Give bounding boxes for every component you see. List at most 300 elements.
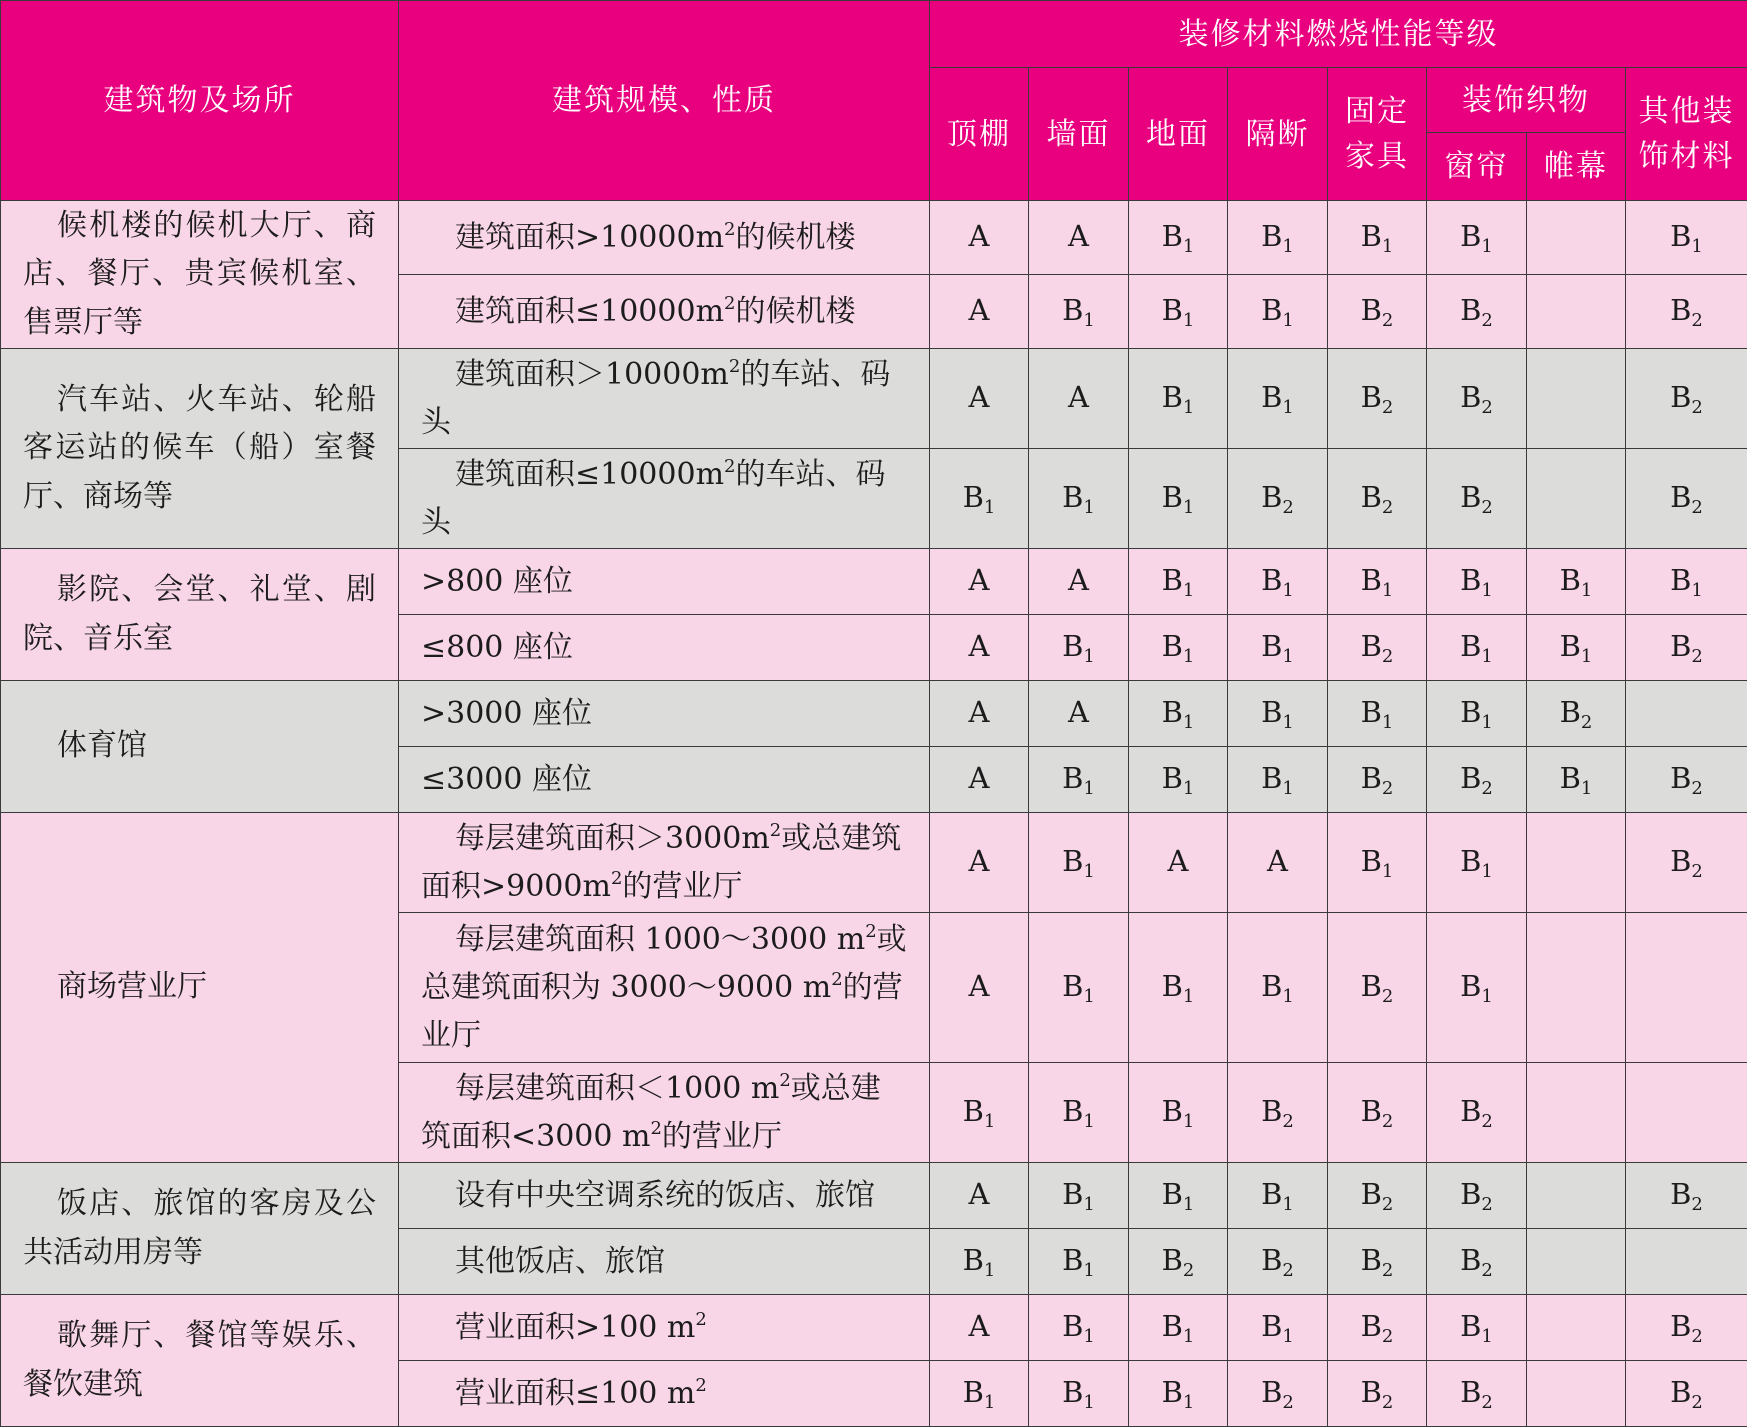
rating-curtain: [1427, 449, 1527, 549]
scale-cell: [399, 1361, 930, 1427]
rating-letter: B: [1460, 1242, 1482, 1277]
rating-letter: B: [1261, 628, 1283, 663]
rating-letter: B: [1062, 1093, 1084, 1128]
rating-subscript: 1: [983, 1391, 996, 1413]
rating-subscript: 1: [1282, 711, 1294, 733]
rating-letter: B: [1261, 1242, 1283, 1277]
rating-subscript: 1: [1381, 235, 1394, 257]
rating-letter: B: [1670, 1176, 1692, 1211]
table-row: [1, 549, 1747, 615]
rating-floor: [1129, 349, 1228, 449]
rating-letter: B: [1062, 1242, 1084, 1277]
rating-subscript: 1: [983, 1110, 996, 1132]
rating-subscript: 1: [1083, 1259, 1095, 1281]
rating-drape: [1527, 913, 1626, 1063]
rating-subscript: 1: [1182, 235, 1195, 257]
category-cell: [1, 1163, 399, 1295]
rating-floor: [1129, 813, 1228, 913]
rating-partition: [1228, 1163, 1328, 1229]
rating-letter: A: [968, 628, 990, 663]
rating-drape: [1527, 349, 1626, 449]
rating-wall: [1029, 1361, 1129, 1427]
rating-letter: B: [1360, 1176, 1382, 1211]
table-row: [1, 813, 1747, 913]
scale-cell: [399, 747, 930, 813]
rating-subscript: 1: [1580, 579, 1593, 601]
rating-curtain: [1427, 1229, 1527, 1295]
rating-other: [1626, 449, 1747, 549]
scale-pre: >3000 座位: [421, 695, 593, 731]
rating-subscript: 1: [1083, 309, 1095, 331]
rating-letter: A: [1068, 218, 1089, 253]
rating-letter: A: [968, 968, 990, 1003]
rating-subscript: 1: [1182, 309, 1195, 331]
scale-text: [421, 1304, 909, 1352]
rating-letter: B: [1460, 694, 1482, 729]
rating-curtain: [1427, 1361, 1527, 1427]
scale-text: [421, 815, 909, 911]
rating-subscript: 2: [1481, 1391, 1493, 1413]
rating-letter: A: [1167, 843, 1189, 878]
rating-subscript: 1: [1481, 711, 1493, 733]
rating-ceiling: [930, 1361, 1029, 1427]
rating-letter: B: [1460, 379, 1482, 414]
scale-text: [421, 558, 909, 606]
rating-subscript: 1: [1182, 1110, 1195, 1132]
rating-furniture: [1328, 681, 1427, 747]
scale-cell: [399, 615, 930, 681]
scale-cell: [399, 813, 930, 913]
rating-furniture: [1328, 1229, 1427, 1295]
scale-cell: [399, 201, 930, 275]
header-other-line1: 其他装: [1638, 94, 1735, 129]
rating-letter: B: [1360, 968, 1382, 1003]
rating-ceiling: [930, 549, 1029, 615]
rating-subscript: 1: [1481, 985, 1493, 1007]
rating-ceiling: [930, 349, 1029, 449]
rating-letter: B: [1670, 628, 1692, 663]
rating-subscript: 1: [983, 1259, 996, 1281]
rating-other: [1626, 1295, 1747, 1361]
rating-other: [1626, 1163, 1747, 1229]
rating-floor: [1129, 1063, 1228, 1163]
rating-subscript: 1: [1083, 1110, 1095, 1132]
rating-subscript: 2: [1580, 711, 1593, 733]
header-ceiling: 顶棚: [930, 68, 1029, 201]
rating-letter: B: [1261, 760, 1283, 795]
scale-pre: 设有中央空调系统的饭店、旅馆: [455, 1177, 875, 1213]
rating-letter: B: [1559, 562, 1581, 597]
rating-other: [1626, 349, 1747, 449]
rating-furniture: [1328, 1361, 1427, 1427]
rating-letter: A: [968, 379, 990, 414]
scale-cell: [399, 349, 930, 449]
rating-other: [1626, 1229, 1747, 1295]
category-cell: [1, 813, 399, 1163]
rating-letter: B: [1360, 218, 1382, 253]
category-label: 饭店、旅馆的客房及公共活动用房等: [23, 1185, 376, 1270]
rating-furniture: [1328, 349, 1427, 449]
rating-partition: [1228, 549, 1328, 615]
category-label: 影院、会堂、礼堂、剧院、音乐室: [23, 571, 376, 656]
rating-partition: [1228, 449, 1328, 549]
scale-sup: 2: [865, 920, 877, 942]
rating-subscript: 2: [1381, 1193, 1394, 1215]
scale-cell: [399, 1295, 930, 1361]
rating-floor: [1129, 681, 1228, 747]
rating-subscript: 1: [1083, 985, 1095, 1007]
rating-other: [1626, 813, 1747, 913]
table-row: [1, 1163, 1747, 1229]
rating-subscript: 1: [1282, 1193, 1294, 1215]
scale-text: [421, 451, 909, 547]
rating-subscript: 1: [1083, 777, 1095, 799]
scale-cell: [399, 681, 930, 747]
rating-letter: B: [1460, 1374, 1482, 1409]
rating-wall: [1029, 615, 1129, 681]
rating-letter: A: [968, 292, 990, 327]
rating-letter: B: [962, 1242, 984, 1277]
rating-subscript: 1: [1182, 777, 1195, 799]
rating-letter: B: [1062, 292, 1084, 327]
rating-letter: A: [968, 218, 990, 253]
rating-wall: [1029, 747, 1129, 813]
rating-subscript: 2: [1691, 777, 1703, 799]
scale-pre: 营业面积>100 m: [455, 1309, 696, 1345]
category-label: 候机楼的候机大厅、商店、餐厅、贵宾候机室、售票厅等: [23, 207, 376, 340]
rating-letter: B: [1062, 843, 1084, 878]
rating-subscript: 2: [1691, 396, 1703, 418]
rating-ceiling: [930, 681, 1029, 747]
rating-subscript: 2: [1182, 1259, 1195, 1281]
scale-mid: 或总建筑面积为 3000～9000 m: [421, 921, 907, 1005]
scale-text: [421, 351, 909, 447]
rating-subscript: 1: [1083, 860, 1095, 882]
rating-subscript: 1: [1282, 579, 1294, 601]
rating-subscript: 1: [1282, 309, 1294, 331]
rating-subscript: 1: [1481, 235, 1493, 257]
rating-other: [1626, 681, 1747, 747]
rating-curtain: [1427, 615, 1527, 681]
header-fixed-furniture: [1328, 68, 1427, 201]
scale-post: 的营业厅: [661, 1118, 782, 1154]
rating-ceiling: [930, 1229, 1029, 1295]
rating-letter: A: [968, 843, 990, 878]
rating-drape: [1527, 1295, 1626, 1361]
scale-pre: 建筑面积≤10000m: [455, 456, 725, 492]
rating-subscript: 1: [1182, 396, 1195, 418]
header-textiles: 装饰织物: [1427, 68, 1626, 133]
scale-post: 的候机楼: [735, 293, 856, 329]
rating-furniture: [1328, 449, 1427, 549]
rating-letter: B: [1261, 1308, 1283, 1343]
header-scale: 建筑规模、性质: [399, 1, 930, 201]
category-cell: [1, 549, 399, 681]
scale-pre: ≤800 座位: [421, 629, 573, 665]
scale-post: 的车站、码头: [421, 356, 891, 440]
rating-floor: [1129, 201, 1228, 275]
scale-cell: [399, 449, 930, 549]
rating-letter: B: [1261, 1374, 1283, 1409]
rating-letter: B: [1261, 968, 1283, 1003]
scale-text: [421, 1238, 909, 1286]
header-floor: 地面: [1129, 68, 1228, 201]
header-other-line2: 饰材料: [1638, 139, 1735, 174]
rating-letter: B: [1360, 760, 1382, 795]
category-cell: [1, 201, 399, 349]
rating-other: [1626, 747, 1747, 813]
rating-ceiling: [930, 275, 1029, 349]
scale-pre: 每层建筑面积＜1000 m: [455, 1070, 780, 1106]
rating-letter: A: [1068, 379, 1089, 414]
rating-subscript: 1: [1381, 860, 1394, 882]
rating-letter: B: [1670, 1374, 1692, 1409]
scale-cell: [399, 1229, 930, 1295]
rating-ceiling: [930, 1295, 1029, 1361]
rating-letter: B: [1460, 562, 1482, 597]
rating-other: [1626, 1063, 1747, 1163]
rating-letter: B: [1670, 379, 1692, 414]
rating-partition: [1228, 201, 1328, 275]
scale-sup2: 2: [650, 1117, 662, 1139]
rating-drape: [1527, 681, 1626, 747]
rating-subscript: 2: [1481, 1193, 1493, 1215]
rating-subscript: 2: [1381, 396, 1394, 418]
rating-letter: B: [962, 1093, 984, 1128]
category-label: 体育馆: [57, 728, 147, 764]
rating-subscript: 2: [1282, 496, 1294, 518]
scale-sup: 2: [724, 455, 736, 477]
rating-subscript: 1: [1182, 645, 1195, 667]
rating-drape: [1527, 275, 1626, 349]
rating-subscript: 1: [1691, 235, 1703, 257]
rating-subscript: 2: [1282, 1391, 1294, 1413]
rating-furniture: [1328, 747, 1427, 813]
rating-letter: B: [1460, 218, 1482, 253]
rating-curtain: [1427, 813, 1527, 913]
rating-subscript: 2: [1691, 1391, 1703, 1413]
scale-pre: 每层建筑面积＞3000m: [455, 820, 770, 856]
rating-letter: B: [1460, 968, 1482, 1003]
rating-floor: [1129, 1163, 1228, 1229]
rating-subscript: 1: [1691, 579, 1703, 601]
rating-letter: B: [1161, 562, 1183, 597]
rating-subscript: 1: [1182, 496, 1195, 518]
rating-furniture: [1328, 201, 1427, 275]
rating-letter: A: [1267, 843, 1288, 878]
rating-letter: B: [1261, 1093, 1283, 1128]
rating-letter: B: [1261, 218, 1283, 253]
rating-wall: [1029, 913, 1129, 1063]
rating-ceiling: [930, 1163, 1029, 1229]
scale-text: [421, 288, 909, 336]
category-label: 商场营业厅: [57, 969, 207, 1005]
header-rating-group: 装修材料燃烧性能等级: [930, 1, 1747, 68]
scale-sup2: 2: [831, 968, 843, 990]
category-label: 汽车站、火车站、轮船客运站的候车（船）室餐厅、商场等: [23, 381, 376, 514]
rating-ceiling: [930, 913, 1029, 1063]
rating-subscript: 1: [1282, 1325, 1294, 1347]
rating-subscript: 2: [1691, 860, 1703, 882]
rating-letter: B: [1360, 694, 1382, 729]
scale-text: [421, 916, 909, 1060]
rating-subscript: 2: [1381, 309, 1394, 331]
rating-subscript: 2: [1691, 309, 1703, 331]
rating-partition: [1228, 275, 1328, 349]
rating-subscript: 2: [1381, 496, 1394, 518]
rating-partition: [1228, 1063, 1328, 1163]
rating-subscript: 1: [1580, 645, 1593, 667]
rating-wall: [1029, 349, 1129, 449]
table-row: [1, 349, 1747, 449]
rating-letter: B: [1360, 479, 1382, 514]
rating-subscript: 1: [1182, 711, 1195, 733]
rating-subscript: 2: [1481, 1259, 1493, 1281]
rating-floor: [1129, 275, 1228, 349]
rating-wall: [1029, 1063, 1129, 1163]
rating-subscript: 2: [1381, 1110, 1394, 1132]
rating-furniture: [1328, 1063, 1427, 1163]
rating-letter: B: [1360, 379, 1382, 414]
rating-letter: B: [1360, 1093, 1382, 1128]
rating-subscript: 1: [1481, 1325, 1493, 1347]
rating-subscript: 1: [1580, 777, 1593, 799]
rating-ceiling: [930, 449, 1029, 549]
rating-partition: [1228, 615, 1328, 681]
rating-subscript: 1: [1182, 579, 1195, 601]
rating-subscript: 2: [1381, 1325, 1394, 1347]
rating-letter: B: [1670, 218, 1692, 253]
rating-letter: B: [1360, 1374, 1382, 1409]
header-other: [1626, 68, 1747, 201]
rating-letter: B: [1161, 1242, 1183, 1277]
rating-curtain: [1427, 1163, 1527, 1229]
rating-letter: B: [1062, 1308, 1084, 1343]
rating-drape: [1527, 449, 1626, 549]
rating-subscript: 1: [1381, 711, 1394, 733]
rating-letter: B: [1360, 1308, 1382, 1343]
scale-sup2: 2: [610, 867, 623, 889]
rating-letter: B: [1062, 1176, 1084, 1211]
rating-letter: B: [1460, 479, 1482, 514]
rating-subscript: 2: [1381, 645, 1394, 667]
rating-subscript: 2: [1282, 1110, 1294, 1132]
rating-subscript: 1: [1481, 860, 1493, 882]
rating-letter: B: [1161, 479, 1183, 514]
rating-letter: B: [1161, 1308, 1183, 1343]
rating-letter: A: [968, 694, 990, 729]
scale-pre: 其他饭店、旅馆: [455, 1243, 665, 1279]
rating-subscript: 1: [1381, 579, 1394, 601]
scale-text: [421, 756, 909, 804]
rating-letter: B: [1460, 760, 1482, 795]
rating-letter: B: [1460, 628, 1482, 663]
rating-floor: [1129, 615, 1228, 681]
rating-letter: B: [1261, 562, 1283, 597]
rating-drape: [1527, 813, 1626, 913]
rating-subscript: 1: [983, 496, 996, 518]
rating-letter: B: [1670, 292, 1692, 327]
scale-post: 的营业厅: [622, 868, 743, 904]
rating-letter: B: [1261, 1176, 1283, 1211]
scale-cell: [399, 1163, 930, 1229]
rating-letter: B: [1360, 628, 1382, 663]
rating-subscript: 2: [1381, 985, 1394, 1007]
rating-letter: B: [1161, 968, 1183, 1003]
rating-curtain: [1427, 1295, 1527, 1361]
rating-letter: B: [1460, 1308, 1482, 1343]
rating-subscript: 2: [1691, 1325, 1703, 1347]
rating-floor: [1129, 913, 1228, 1063]
scale-pre: >800 座位: [421, 563, 573, 599]
rating-subscript: 1: [1282, 645, 1294, 667]
rating-subscript: 2: [1691, 645, 1703, 667]
rating-subscript: 2: [1691, 1193, 1703, 1215]
rating-ceiling: [930, 201, 1029, 275]
scale-text: [421, 214, 909, 262]
scale-text: [421, 1370, 909, 1418]
rating-partition: [1228, 913, 1328, 1063]
scale-cell: [399, 1063, 930, 1163]
rating-letter: B: [962, 1374, 984, 1409]
rating-subscript: 1: [1282, 396, 1294, 418]
rating-ceiling: [930, 615, 1029, 681]
rating-letter: B: [1559, 760, 1581, 795]
scale-pre: ≤3000 座位: [421, 761, 593, 797]
rating-curtain: [1427, 349, 1527, 449]
rating-letter: A: [968, 1308, 990, 1343]
category-cell: [1, 349, 399, 549]
rating-subscript: 1: [1282, 985, 1294, 1007]
rating-wall: [1029, 449, 1129, 549]
scale-pre: 建筑面积≤10000m: [455, 293, 725, 329]
rating-letter: B: [1670, 562, 1692, 597]
header-partition: 隔断: [1228, 68, 1328, 201]
rating-letter: B: [1460, 1176, 1482, 1211]
rating-curtain: [1427, 913, 1527, 1063]
rating-letter: B: [1062, 1374, 1084, 1409]
rating-subscript: 1: [1481, 645, 1493, 667]
table-row: [1, 1295, 1747, 1361]
table-row: [1, 681, 1747, 747]
rating-subscript: 2: [1282, 1259, 1294, 1281]
rating-letter: B: [1261, 479, 1283, 514]
rating-partition: [1228, 1229, 1328, 1295]
rating-furniture: [1328, 913, 1427, 1063]
rating-partition: [1228, 747, 1328, 813]
rating-ceiling: [930, 1063, 1029, 1163]
rating-letter: B: [1460, 292, 1482, 327]
rating-drape: [1527, 201, 1626, 275]
rating-subscript: 1: [1182, 1391, 1195, 1413]
rating-curtain: [1427, 747, 1527, 813]
category-label: 歌舞厅、餐馆等娱乐、餐饮建筑: [23, 1317, 376, 1402]
rating-other: [1626, 275, 1747, 349]
rating-partition: [1228, 1295, 1328, 1361]
header-fixed-furniture-line1: 固定: [1345, 94, 1409, 129]
rating-ceiling: [930, 813, 1029, 913]
rating-partition: [1228, 349, 1328, 449]
rating-letter: B: [1161, 1374, 1183, 1409]
category-cell: [1, 1295, 399, 1427]
scale-cell: [399, 275, 930, 349]
scale-post: 的车站、码头: [421, 456, 886, 540]
rating-drape: [1527, 615, 1626, 681]
scale-pre: 每层建筑面积 1000～3000 m: [455, 921, 866, 957]
rating-furniture: [1328, 1163, 1427, 1229]
rating-letter: B: [1460, 843, 1482, 878]
rating-letter: B: [1261, 379, 1283, 414]
